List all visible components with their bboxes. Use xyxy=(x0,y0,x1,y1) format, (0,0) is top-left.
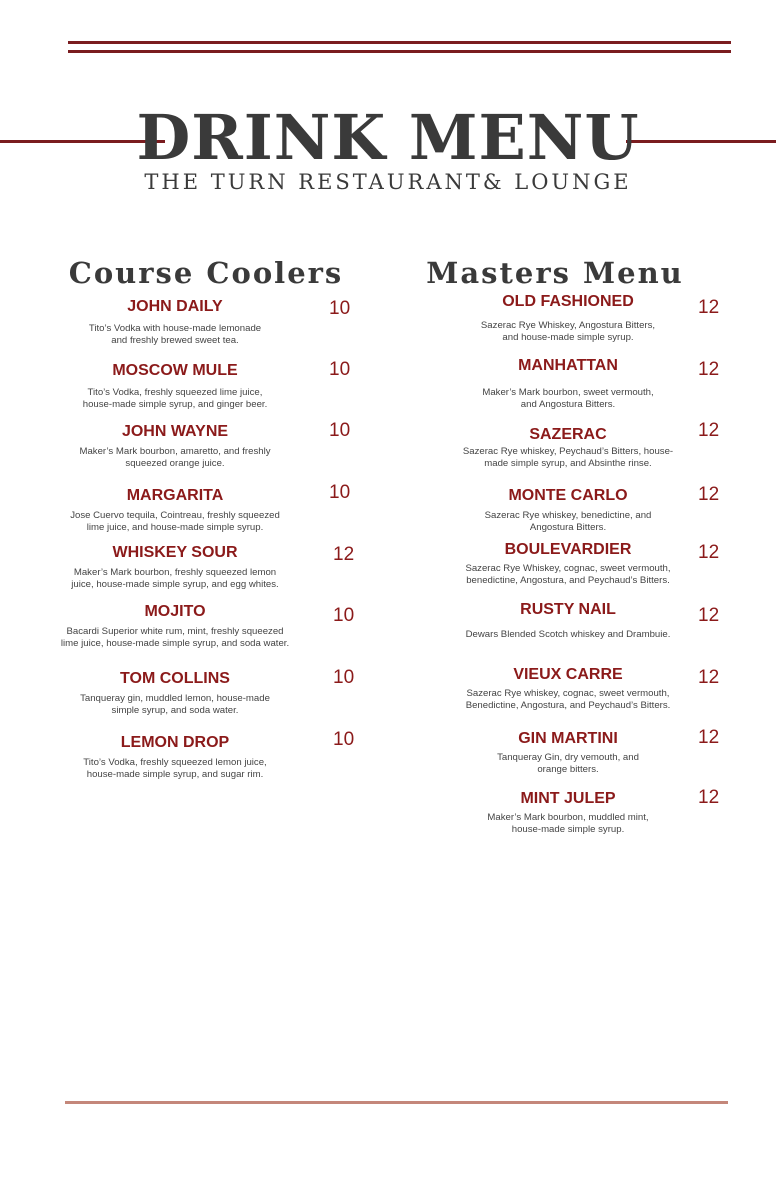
item-price: 12 xyxy=(698,484,720,505)
item-description xyxy=(30,693,320,716)
item-description-line: and freshly brewed sweet tea. xyxy=(111,334,239,346)
item-price: 10 xyxy=(329,359,351,380)
item-description xyxy=(423,752,713,775)
item-price: 12 xyxy=(698,297,720,318)
item-description-line: Tito’s Vodka with house-made lemonade xyxy=(88,323,262,334)
item-description-line: Angostura Bitters. xyxy=(529,521,607,533)
item-name: JOHN WAYNE xyxy=(121,423,229,440)
item-description xyxy=(423,387,713,410)
item-description xyxy=(30,446,320,469)
item-name: RUSTY NAIL xyxy=(520,601,616,618)
item-description-line: Maker’s Mark bourbon, freshly squeezed lemon xyxy=(73,567,277,578)
item-name: MINT JULEP xyxy=(520,790,616,807)
item-description-line: house-made simple syrup, and ginger beer. xyxy=(82,398,268,410)
item-price: 10 xyxy=(333,667,355,688)
item-description-line: Benedictine, Angostura, and Peychaud’s Bitters. xyxy=(465,699,671,711)
item-description-line: Jose Cuervo tequila, Cointreau, freshly squeezed xyxy=(70,510,280,521)
item-description-line: Dewars Blended Scotch whiskey and Drambuie. xyxy=(465,629,671,640)
item-description-line: Tanqueray Gin, dry vemouth, and xyxy=(497,752,639,763)
section-heading-course-coolers: Course Coolers xyxy=(68,256,344,290)
item-name: MOJITO xyxy=(144,603,206,620)
item-name: JOHN DAILY xyxy=(127,298,223,315)
item-description-line: Sazerac Rye Whiskey, cognac, sweet vermouth, xyxy=(465,563,671,574)
item-description-line: orange bitters. xyxy=(537,763,599,775)
item-description-line: Sazerac Rye Whiskey, Angostura Bitters, xyxy=(480,320,656,331)
item-price: 12 xyxy=(698,727,720,748)
item-price: 12 xyxy=(698,542,720,563)
item-description-line: juice, house-made simple syrup, and egg whites. xyxy=(71,578,279,590)
item-price: 10 xyxy=(329,482,351,503)
item-description-line: lime juice, and house-made simple syrup. xyxy=(86,521,264,533)
item-description xyxy=(30,323,320,346)
item-description-line: Tito’s Vodka, freshly squeezed lime juice, xyxy=(87,387,263,398)
item-name: OLD FASHIONED xyxy=(502,293,634,310)
item-description xyxy=(30,510,320,533)
item-description xyxy=(423,563,713,586)
top-rule-lower xyxy=(68,50,731,53)
item-description-line: Sazerac Rye whiskey, cognac, sweet vermouth, xyxy=(466,688,670,699)
item-description-line: Tanqueray gin, muddled lemon, house-made xyxy=(80,693,270,704)
item-description-line: Maker’s Mark bourbon, muddled mint, xyxy=(487,812,649,823)
item-description-line: Sazerac Rye whiskey, benedictine, and xyxy=(484,510,652,521)
item-description-line: simple syrup, and soda water. xyxy=(111,704,239,716)
item-description-line: and house-made simple syrup. xyxy=(502,331,634,343)
item-name: GIN MARTINI xyxy=(518,730,618,747)
item-description xyxy=(423,812,713,835)
page-title: DRINK MENU xyxy=(136,101,640,174)
item-name: MOSCOW MULE xyxy=(112,362,238,379)
item-description-line: lime juice, house-made simple syrup, and soda water. xyxy=(60,637,290,649)
item-description-line: and Angostura Bitters. xyxy=(520,398,616,410)
item-name: LEMON DROP xyxy=(120,734,230,751)
item-description xyxy=(30,567,320,590)
item-name: MANHATTAN xyxy=(518,357,618,374)
item-description xyxy=(423,510,713,533)
top-rule-upper xyxy=(68,41,731,44)
item-price: 12 xyxy=(698,420,720,441)
section-heading-masters-menu: Masters Menu xyxy=(426,256,684,290)
item-price: 10 xyxy=(329,420,351,441)
item-price: 10 xyxy=(333,605,355,626)
item-name: VIEUX CARRE xyxy=(513,666,623,683)
item-name: MARGARITA xyxy=(126,487,224,504)
item-description xyxy=(30,387,320,410)
footer-rule xyxy=(65,1101,728,1104)
item-description xyxy=(423,320,713,343)
item-description xyxy=(423,629,713,641)
item-description-line: Maker’s Mark bourbon, sweet vermouth, xyxy=(482,387,654,398)
item-name: MONTE CARLO xyxy=(508,487,628,504)
item-description xyxy=(30,626,320,649)
item-description-line: Maker’s Mark bourbon, amaretto, and freshly xyxy=(79,446,271,457)
item-description-line: house-made simple syrup, and sugar rim. xyxy=(86,768,264,780)
item-price: 12 xyxy=(333,544,355,565)
item-description-line: benedictine, Angostura, and Peychaud’s Bitters. xyxy=(466,574,670,586)
item-description-line: house-made simple syrup. xyxy=(511,823,625,835)
item-description-line: Tito’s Vodka, freshly squeezed lemon juice, xyxy=(83,757,267,768)
item-description-line: squeezed orange juice. xyxy=(125,457,225,469)
page-subtitle: THE TURN RESTAURANT& LOUNGE xyxy=(144,170,632,194)
item-description-line: made simple syrup, and Absinthe rinse. xyxy=(484,457,652,469)
item-price: 10 xyxy=(329,298,351,319)
item-price: 12 xyxy=(698,787,720,808)
item-description xyxy=(423,446,713,469)
item-name: SAZERAC xyxy=(529,426,607,443)
item-price: 10 xyxy=(333,729,355,750)
item-name: BOULEVARDIER xyxy=(504,541,632,558)
item-description xyxy=(30,757,320,780)
item-description-line: Bacardi Superior white rum, mint, freshly squeezed xyxy=(66,626,284,637)
item-name: TOM COLLINS xyxy=(120,670,230,687)
item-name: WHISKEY SOUR xyxy=(112,544,238,561)
item-price: 12 xyxy=(698,359,720,380)
item-price: 12 xyxy=(698,667,720,688)
item-description-line: Sazerac Rye whiskey, Peychaud’s Bitters, house- xyxy=(462,446,674,457)
item-description xyxy=(423,688,713,711)
item-price: 12 xyxy=(698,605,720,626)
